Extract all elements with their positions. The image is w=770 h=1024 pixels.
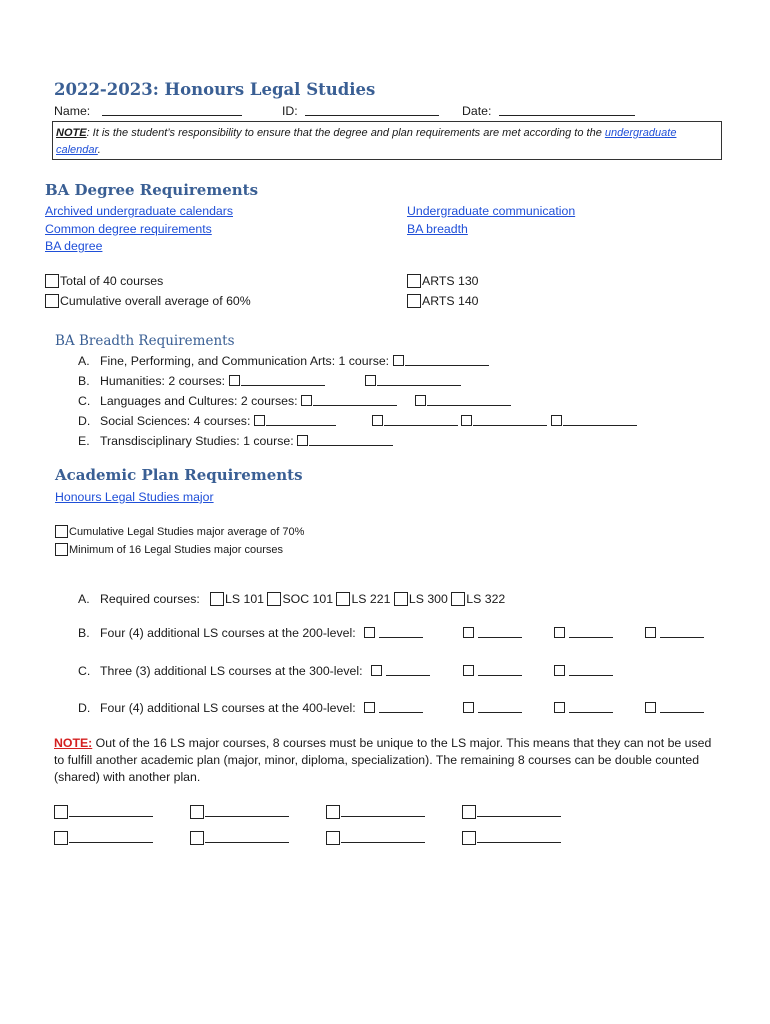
checkbox[interactable] — [463, 665, 474, 676]
footer-note — [54, 735, 716, 786]
item-letter: E. — [78, 434, 90, 448]
course-blank[interactable] — [379, 626, 423, 638]
course-blank[interactable] — [377, 374, 461, 386]
item-letter: A. — [78, 592, 90, 606]
academic-item-b — [78, 626, 356, 640]
checkbox[interactable] — [210, 592, 224, 606]
item-label: Humanities: 2 courses: — [100, 374, 226, 388]
note-text — [56, 125, 718, 159]
checkbox[interactable] — [267, 592, 281, 606]
item-letter: A. — [78, 354, 90, 368]
check-label: Total of 40 courses — [60, 274, 164, 288]
item-label: Four (4) additional LS courses at the 200-level: — [100, 626, 356, 640]
ba-degree-heading: BA Degree Requirements — [45, 181, 259, 199]
note-end: . — [97, 144, 101, 156]
course-blank[interactable] — [309, 434, 393, 446]
course-blank[interactable] — [569, 626, 613, 638]
checkbox[interactable] — [462, 831, 476, 845]
checkbox[interactable] — [229, 375, 240, 386]
checkbox[interactable] — [297, 435, 308, 446]
slot-d2[interactable] — [463, 701, 522, 715]
course-ls322: LS 322 — [466, 592, 506, 606]
item-label: Languages and Cultures: 2 courses: — [100, 394, 298, 408]
checkbox[interactable] — [551, 415, 562, 426]
checkbox[interactable] — [55, 543, 68, 556]
item-letter: B. — [78, 374, 90, 388]
breadth-item-c — [78, 394, 298, 408]
note-label: NOTE — [56, 127, 87, 139]
breadth-item-d — [78, 414, 251, 428]
course-blank[interactable] — [69, 831, 153, 843]
breadth-b-row — [100, 374, 461, 388]
date-field[interactable] — [462, 104, 635, 118]
date-label: Date: — [462, 104, 492, 118]
breadth-e-row — [100, 434, 393, 448]
ba-breadth-link[interactable]: BA breadth — [407, 222, 468, 236]
name-field[interactable] — [54, 104, 242, 118]
breadth-item-e — [78, 434, 294, 448]
shared-slot-3[interactable] — [326, 805, 425, 819]
shared-slot-6[interactable] — [190, 831, 289, 845]
academic-item-d — [78, 701, 356, 715]
checkbox[interactable] — [54, 805, 68, 819]
course-blank[interactable] — [563, 414, 637, 426]
shared-slot-7[interactable] — [326, 831, 425, 845]
slot-b2[interactable] — [463, 626, 522, 640]
checkbox[interactable] — [554, 627, 565, 638]
checkbox[interactable] — [394, 592, 408, 606]
item-letter: C. — [78, 394, 91, 408]
course-blank[interactable] — [660, 626, 704, 638]
course-blank[interactable] — [477, 805, 561, 817]
checkbox[interactable] — [190, 831, 204, 845]
breadth-a-row — [100, 354, 489, 368]
checkbox[interactable] — [407, 274, 421, 288]
breadth-item-b — [78, 374, 226, 388]
page-title: 2022-2023: Honours Legal Studies — [54, 80, 376, 99]
archived-calendars-link[interactable]: Archived undergraduate calendars — [45, 204, 233, 218]
check-arts-130[interactable] — [407, 274, 479, 288]
course-blank[interactable] — [341, 831, 425, 843]
checkbox[interactable] — [336, 592, 350, 606]
course-ls300: LS 300 — [408, 592, 448, 606]
major-link[interactable]: Honours Legal Studies major — [55, 490, 214, 504]
item-letter: B. — [78, 626, 90, 640]
checkbox[interactable] — [371, 665, 382, 676]
checkbox[interactable] — [365, 375, 376, 386]
course-blank[interactable] — [205, 831, 289, 843]
course-blank[interactable] — [266, 414, 336, 426]
checkbox[interactable] — [55, 525, 68, 538]
checkbox[interactable] — [393, 355, 404, 366]
course-blank[interactable] — [386, 664, 430, 676]
course-blank[interactable] — [569, 664, 613, 676]
item-letter: D. — [78, 701, 91, 715]
course-blank[interactable] — [569, 701, 613, 713]
date-blank[interactable] — [499, 104, 635, 116]
checkbox[interactable] — [190, 805, 204, 819]
slot-b1[interactable] — [364, 626, 423, 640]
breadth-d-row — [100, 414, 637, 428]
course-blank[interactable] — [405, 354, 489, 366]
checkbox[interactable] — [364, 702, 375, 713]
item-label: Required courses: — [100, 592, 200, 606]
name-blank[interactable] — [102, 104, 242, 116]
course-ls221: LS 221 — [351, 592, 391, 606]
checkbox[interactable] — [645, 702, 656, 713]
item-letter: D. — [78, 414, 91, 428]
slot-c3[interactable] — [554, 664, 613, 678]
note-body: : It is the student’s responsibility to ensure that the degree and plan requirements are met according to the — [86, 127, 605, 139]
checkbox[interactable] — [451, 592, 465, 606]
slot-c1[interactable] — [371, 664, 430, 678]
ba-degree-link[interactable]: BA degree — [45, 239, 103, 253]
item-letter: C. — [78, 664, 91, 678]
academic-heading: Academic Plan Requirements — [55, 466, 303, 484]
course-blank[interactable] — [477, 831, 561, 843]
checkbox[interactable] — [326, 805, 340, 819]
item-label: Three (3) additional LS courses at the 300-level: — [100, 664, 363, 678]
checkbox[interactable] — [372, 415, 383, 426]
course-blank[interactable] — [241, 374, 325, 386]
course-blank[interactable] — [427, 394, 511, 406]
course-blank[interactable] — [205, 805, 289, 817]
name-label: Name: — [54, 104, 91, 118]
check-label: Minimum of 16 Legal Studies major courses — [69, 544, 283, 556]
check-total-courses[interactable] — [45, 274, 163, 288]
course-blank[interactable] — [379, 701, 423, 713]
shared-slot-4[interactable] — [462, 805, 561, 819]
check-arts-140[interactable] — [407, 294, 479, 308]
course-blank[interactable] — [69, 805, 153, 817]
footer-note-body: Out of the 16 LS major courses, 8 courses must be unique to the LS major. This means that they can not be used to fulfill another academic plan (major, minor, diploma, specialization). The remaining 8 courses can be double counted (shared) with another plan. — [54, 736, 712, 784]
shared-slot-8[interactable] — [462, 831, 561, 845]
undergrad-communication-link[interactable]: Undergraduate communication — [407, 204, 576, 218]
academic-item-a — [78, 592, 506, 606]
calendar-link[interactable]: undergraduate calendar — [56, 127, 677, 156]
checkbox[interactable] — [462, 805, 476, 819]
check-label: ARTS 130 — [422, 274, 479, 288]
slot-d1[interactable] — [364, 701, 423, 715]
course-soc101: SOC 101 — [282, 592, 334, 606]
checkbox[interactable] — [364, 627, 375, 638]
check-label: Cumulative Legal Studies major average of 70% — [69, 526, 305, 538]
slot-d3[interactable] — [554, 701, 613, 715]
breadth-heading: BA Breadth Requirements — [55, 333, 235, 349]
checkbox[interactable] — [461, 415, 472, 426]
footer-note-label: NOTE: — [54, 736, 93, 750]
checkbox[interactable] — [463, 627, 474, 638]
breadth-c-row — [100, 394, 511, 408]
checkbox[interactable] — [54, 831, 68, 845]
checkbox[interactable] — [301, 395, 312, 406]
academic-item-c — [78, 664, 363, 678]
id-field[interactable] — [282, 104, 439, 118]
slot-b4[interactable] — [645, 626, 704, 640]
item-label: Transdisciplinary Studies: 1 course: — [100, 434, 294, 448]
item-label: Fine, Performing, and Communication Arts: 1 course: — [100, 354, 390, 368]
course-blank[interactable] — [473, 414, 547, 426]
check-major-average[interactable] — [55, 525, 304, 538]
course-blank[interactable] — [478, 701, 522, 713]
course-blank[interactable] — [478, 664, 522, 676]
shared-slot-5[interactable] — [54, 831, 153, 845]
course-blank[interactable] — [478, 626, 522, 638]
course-blank[interactable] — [660, 701, 704, 713]
checkbox[interactable] — [326, 831, 340, 845]
check-label: ARTS 140 — [422, 294, 479, 308]
slot-d4[interactable] — [645, 701, 704, 715]
id-label: ID: — [282, 104, 298, 118]
id-blank[interactable] — [305, 104, 439, 116]
required-row — [100, 592, 505, 606]
checkbox[interactable] — [415, 395, 426, 406]
item-label: Social Sciences: 4 courses: — [100, 414, 251, 428]
checkbox[interactable] — [45, 274, 59, 288]
checkbox[interactable] — [45, 294, 59, 308]
checkbox[interactable] — [254, 415, 265, 426]
shared-slot-1[interactable] — [54, 805, 153, 819]
checkbox[interactable] — [645, 627, 656, 638]
check-overall-average[interactable] — [45, 294, 251, 308]
checkbox[interactable] — [554, 665, 565, 676]
shared-slot-2[interactable] — [190, 805, 289, 819]
course-blank[interactable] — [313, 394, 397, 406]
common-degree-link[interactable]: Common degree requirements — [45, 222, 212, 236]
course-blank[interactable] — [384, 414, 458, 426]
checkbox[interactable] — [554, 702, 565, 713]
check-min-courses[interactable] — [55, 543, 283, 556]
slot-c2[interactable] — [463, 664, 522, 678]
slot-b3[interactable] — [554, 626, 613, 640]
course-blank[interactable] — [341, 805, 425, 817]
item-label: Four (4) additional LS courses at the 400-level: — [100, 701, 356, 715]
checkbox[interactable] — [463, 702, 474, 713]
check-label: Cumulative overall average of 60% — [60, 294, 251, 308]
breadth-item-a — [78, 354, 390, 368]
checkbox[interactable] — [407, 294, 421, 308]
course-ls101: LS 101 — [225, 592, 265, 606]
